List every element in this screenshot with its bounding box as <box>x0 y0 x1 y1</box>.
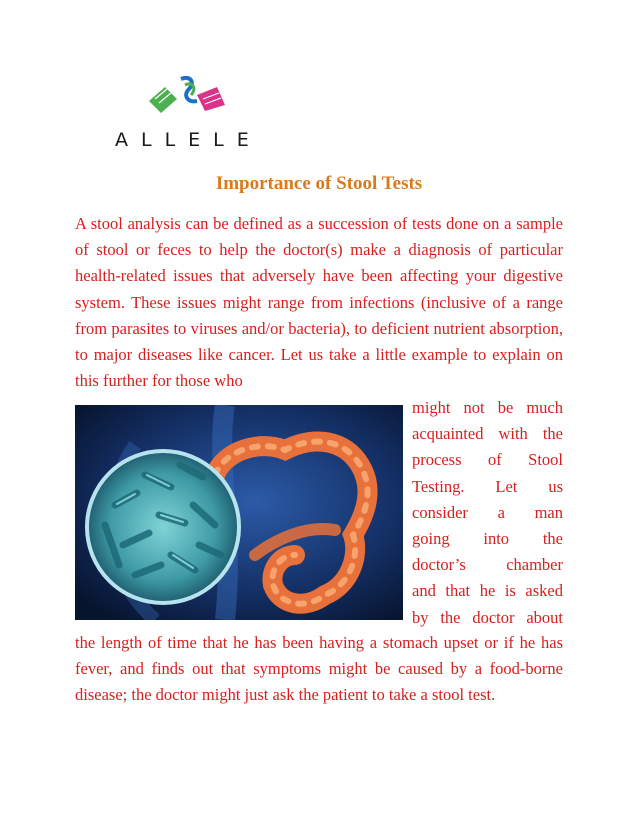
paragraph-wrap-column <box>412 395 563 631</box>
wrap-line: going into the <box>412 528 563 548</box>
intestine-bacteria-illustration-icon <box>75 405 403 620</box>
wrap-line: process of Stool <box>412 450 563 470</box>
paragraph-intro-text: A stool analysis can be defined as a succession of tests done on a sample of stool or feces to help the doctor(s) make a diagnosis of particular health-related issues that adversely have been affecting your digestive system. These issues might range from infections (inclusive of a range from parasites to viruses and/or bacteria), to deficient nutrient absorption, to major diseases like cancer. Let us take a little example to explain on this further for those who <box>75 214 563 391</box>
wrap-line: acquainted with the <box>412 424 563 444</box>
allele-logo-mark-icon <box>147 75 227 115</box>
document-title: Importance of Stool Tests <box>215 173 423 194</box>
wrap-line: and that he is asked <box>412 581 563 601</box>
wrap-line: consider a man <box>412 502 563 522</box>
paragraph-conclusion-text: the length of time that he has been having a stomach upset or if he has fever, and finds out that symptoms might be caused by a food-borne disease; the doctor might just ask the patient to take a stool test. <box>75 633 563 705</box>
paragraph-intro <box>75 211 563 394</box>
wrap-line: doctor’s chamber <box>412 555 563 575</box>
logo-brand-text: ALLELE <box>115 129 262 151</box>
wrap-line: Testing. Let us <box>412 476 563 496</box>
wrap-line: might not be much <box>412 398 563 417</box>
allele-logo <box>115 75 262 155</box>
illustration-graphic <box>75 405 403 620</box>
wrap-line: by the doctor about <box>412 607 563 627</box>
paragraph-conclusion <box>75 630 563 709</box>
